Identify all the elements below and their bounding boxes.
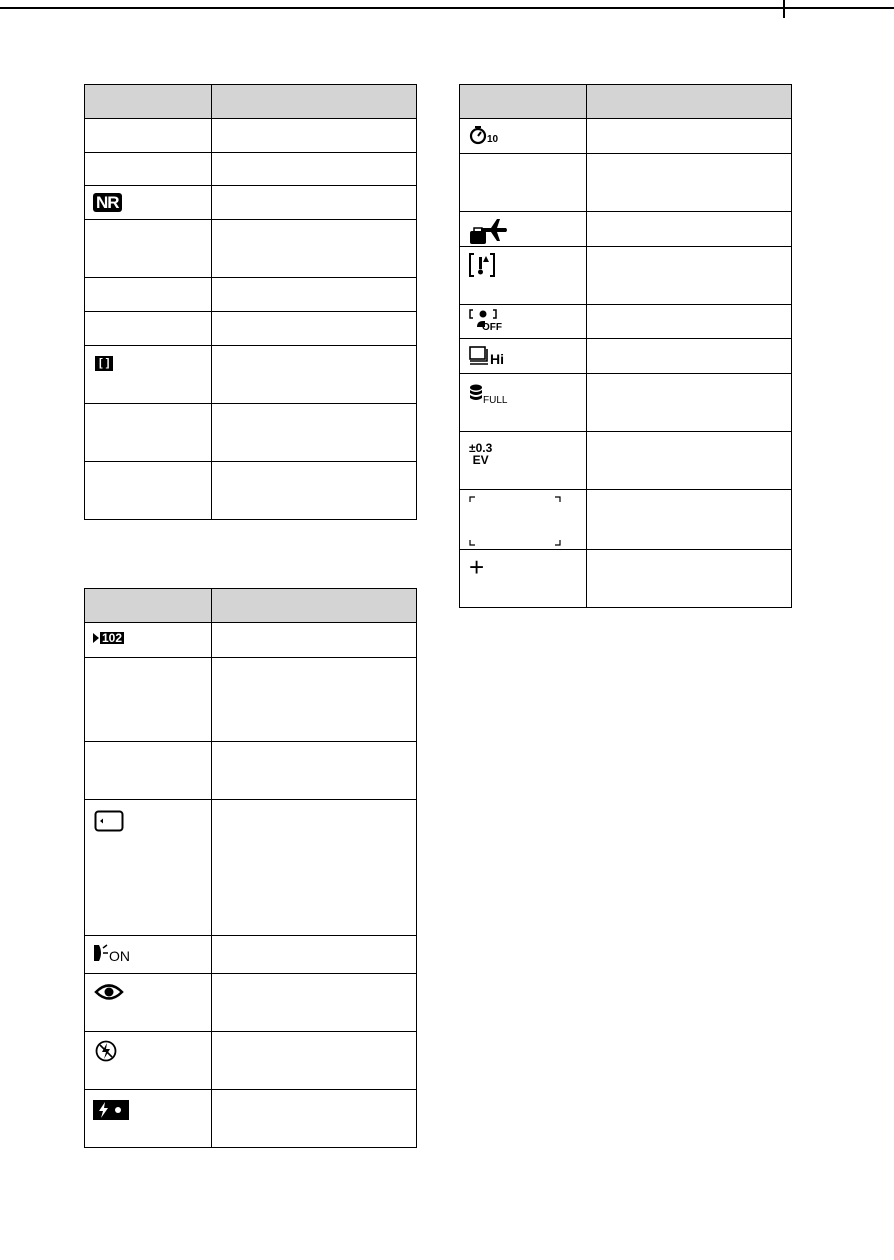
table-row xyxy=(460,212,792,247)
icon-cell xyxy=(460,119,587,154)
meaning-cell xyxy=(212,404,417,462)
icon-cell xyxy=(460,374,587,432)
af-frame-icon: [ ] xyxy=(95,356,113,371)
icon-table-left-bottom xyxy=(84,588,417,1148)
meaning-cell xyxy=(212,186,417,220)
meaning-cell xyxy=(212,220,417,278)
overheat-warning-icon xyxy=(469,253,495,281)
table-row xyxy=(460,339,792,374)
table-row xyxy=(85,623,417,658)
table-row xyxy=(460,374,792,432)
table-header-row xyxy=(85,85,417,119)
icon-cell xyxy=(85,312,212,346)
meaning-cell xyxy=(212,623,417,658)
meaning-cell xyxy=(212,1032,417,1090)
meaning-cell xyxy=(587,374,792,432)
header-cell-display xyxy=(460,85,587,119)
table-row xyxy=(85,119,417,153)
exposure-icon: ±0.3 EV xyxy=(469,441,493,467)
meaning-cell xyxy=(212,278,417,312)
database-full-icon: FULL xyxy=(469,384,507,406)
table-row xyxy=(85,936,417,974)
icon-cell xyxy=(460,154,587,212)
table-header-row xyxy=(460,85,792,119)
icon-cell xyxy=(85,936,212,974)
meaning-cell xyxy=(587,154,792,212)
table-row xyxy=(85,346,417,404)
icon-cell xyxy=(85,623,212,658)
table-row xyxy=(85,1032,417,1090)
table-row xyxy=(85,742,417,800)
icon-cell xyxy=(85,658,212,742)
page-rule-tick xyxy=(783,0,785,18)
icon-table-right xyxy=(459,84,792,608)
meaning-cell xyxy=(212,312,417,346)
table-row xyxy=(460,305,792,339)
table-row xyxy=(85,278,417,312)
spot-meter-crosshair-icon: + xyxy=(469,552,485,582)
table-row xyxy=(460,432,792,490)
icon-cell xyxy=(85,346,212,404)
meaning-cell xyxy=(212,974,417,1032)
icon-cell xyxy=(85,278,212,312)
table-row xyxy=(460,154,792,212)
icon-cell xyxy=(460,339,587,374)
meaning-cell xyxy=(587,212,792,247)
icon-cell xyxy=(85,1090,212,1148)
table-row xyxy=(85,800,417,936)
header-cell-meaning xyxy=(212,85,417,119)
header-cell-display xyxy=(85,589,212,623)
meaning-cell xyxy=(212,153,417,186)
table-row xyxy=(85,462,417,520)
icon-cell xyxy=(460,212,587,247)
meaning-cell xyxy=(587,432,792,490)
flash-charging-icon xyxy=(93,1100,129,1124)
icon-cell xyxy=(460,490,587,550)
table-row xyxy=(460,247,792,305)
icon-cell xyxy=(85,404,212,462)
table-row xyxy=(460,119,792,154)
table-row xyxy=(460,490,792,550)
table-row xyxy=(85,404,417,462)
destination-icon xyxy=(469,216,509,250)
icon-cell xyxy=(460,247,587,305)
self-timer-10-icon: 10 xyxy=(469,125,498,145)
meaning-cell xyxy=(212,658,417,742)
flash-off-icon xyxy=(95,1040,117,1066)
table-row xyxy=(85,186,417,220)
icon-cell xyxy=(85,186,212,220)
table-row xyxy=(85,974,417,1032)
meaning-cell xyxy=(587,119,792,154)
page-top-rule xyxy=(0,7,894,9)
meaning-cell xyxy=(587,339,792,374)
table-row xyxy=(85,220,417,278)
icon-table-left-top xyxy=(84,84,417,520)
table-row xyxy=(460,550,792,608)
meaning-cell xyxy=(212,462,417,520)
af-range-finder-frame-icon xyxy=(469,496,561,550)
icon-cell xyxy=(85,974,212,1032)
meaning-cell xyxy=(212,936,417,974)
meaning-cell xyxy=(587,550,792,608)
meaning-cell xyxy=(587,305,792,339)
smile-shutter-off-icon: OFF xyxy=(469,309,501,339)
meaning-cell xyxy=(212,1090,417,1148)
icon-cell xyxy=(85,220,212,278)
meaning-cell xyxy=(587,247,792,305)
meaning-cell xyxy=(212,346,417,404)
meaning-cell xyxy=(587,490,792,550)
meaning-cell xyxy=(212,119,417,153)
header-cell-meaning xyxy=(587,85,792,119)
icon-cell xyxy=(85,153,212,186)
icon-cell xyxy=(85,462,212,520)
icon-cell xyxy=(85,742,212,800)
table-row xyxy=(85,658,417,742)
icon-cell xyxy=(85,119,212,153)
header-cell-meaning xyxy=(212,589,417,623)
table-row xyxy=(85,312,417,346)
table-row xyxy=(85,153,417,186)
icon-cell xyxy=(460,305,587,339)
meaning-cell xyxy=(212,742,417,800)
nr-icon: NR xyxy=(93,193,122,212)
icon-cell xyxy=(85,1032,212,1090)
icon-cell xyxy=(460,550,587,608)
header-cell-display xyxy=(85,85,212,119)
memory-card-icon xyxy=(94,810,124,836)
af-illuminator-on-icon: ON xyxy=(93,943,130,963)
meaning-cell xyxy=(212,800,417,936)
table-row xyxy=(85,1090,417,1148)
icon-cell xyxy=(85,800,212,936)
red-eye-icon xyxy=(94,982,124,1006)
icon-cell xyxy=(460,432,587,490)
table-header-row xyxy=(85,589,417,623)
burst-hi-icon: Hi xyxy=(469,346,504,366)
folder-102-icon: 102 xyxy=(93,632,124,644)
